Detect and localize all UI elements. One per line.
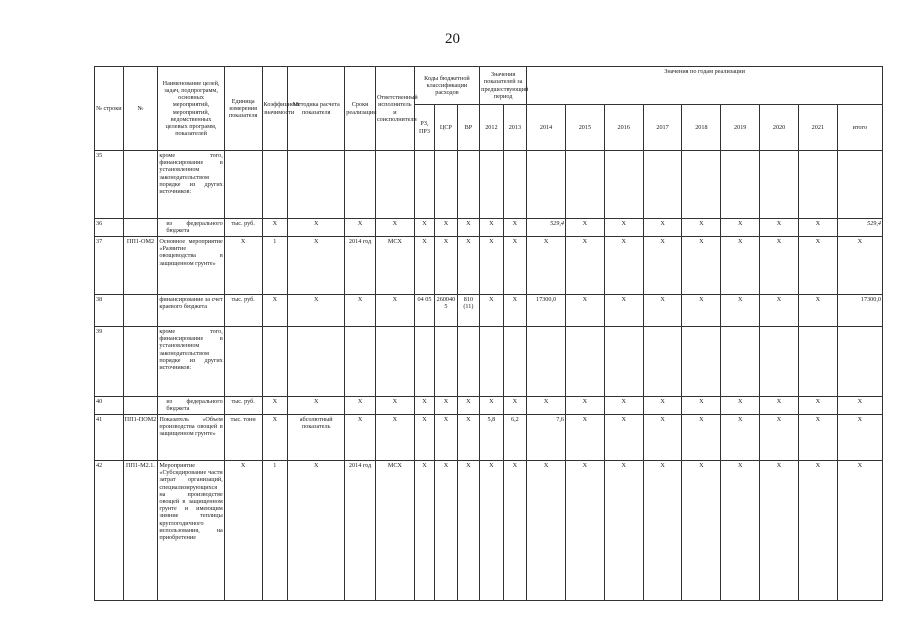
table-row — [95, 151, 883, 219]
row-number: 39 — [95, 327, 124, 397]
header-vr: ВР — [457, 105, 479, 151]
row-2015: Х — [565, 237, 604, 295]
row-total: Х — [837, 461, 882, 601]
row-name: из федерального бюджета — [158, 219, 224, 237]
page-number: 20 — [445, 31, 460, 47]
row-vr: Х — [457, 415, 479, 461]
table-row — [95, 237, 883, 295]
row-2014: 529,4 — [527, 219, 566, 237]
row-2016 — [604, 151, 643, 219]
row-2012: Х — [480, 219, 504, 237]
row-2017 — [643, 151, 682, 219]
header-unit: Единица измерения показателя — [224, 67, 262, 151]
row-code — [123, 151, 158, 219]
header-year-2012: 2012 — [480, 105, 504, 151]
row-2021: Х — [798, 397, 837, 415]
row-responsible: Х — [375, 415, 414, 461]
row-responsible: МСХ — [375, 461, 414, 601]
row-code — [123, 219, 158, 237]
row-2019 — [721, 151, 760, 219]
row-coefficient — [262, 151, 288, 219]
row-2014: Х — [527, 237, 566, 295]
row-code: ПП1-М2.1. — [123, 461, 158, 601]
header-year-2016: 2016 — [604, 105, 643, 151]
row-term: 2014 год — [345, 461, 376, 601]
row-total: 17300,0 — [837, 295, 882, 327]
row-2015: Х — [565, 461, 604, 601]
row-2015: Х — [565, 397, 604, 415]
row-2021: Х — [798, 295, 837, 327]
row-2012: 5,8 — [480, 415, 504, 461]
row-unit — [224, 327, 262, 397]
row-number: 37 — [95, 237, 124, 295]
table-row — [95, 415, 883, 461]
header-previous-period: Значения показателей за предшествующий период — [480, 67, 527, 105]
row-name: Мероприятие «Субсидирование части затрат организаций, специализирующихся на производстве овощей в защищенном грунте и имеющим зимние теплицы круглогодичного использования, на приобретение — [158, 461, 224, 601]
header-csr: ЦСР — [435, 105, 457, 151]
row-2015: Х — [565, 219, 604, 237]
row-method: Х — [288, 397, 345, 415]
header-year-2015: 2015 — [565, 105, 604, 151]
row-method — [288, 327, 345, 397]
row-term: Х — [345, 219, 376, 237]
row-2017: Х — [643, 237, 682, 295]
row-rz: Х — [414, 237, 434, 295]
row-coefficient — [262, 327, 288, 397]
row-2018: Х — [682, 415, 721, 461]
indicators-table — [94, 66, 883, 601]
table-row — [95, 397, 883, 415]
row-method: абсолютный показатель — [288, 415, 345, 461]
row-2016: Х — [604, 295, 643, 327]
row-2017 — [643, 327, 682, 397]
row-2018 — [682, 327, 721, 397]
row-2021: Х — [798, 237, 837, 295]
row-csr: Х — [435, 415, 457, 461]
row-vr: Х — [457, 219, 479, 237]
row-2020: Х — [760, 397, 799, 415]
row-2020 — [760, 327, 799, 397]
row-coefficient: Х — [262, 397, 288, 415]
header-responsible: Ответственный исполнитель и соисполнители — [375, 67, 414, 151]
row-2015 — [565, 327, 604, 397]
row-2014: 17300,0 — [527, 295, 566, 327]
row-coefficient: 1 — [262, 237, 288, 295]
row-total: Х — [837, 397, 882, 415]
row-method: Х — [288, 461, 345, 601]
row-coefficient: Х — [262, 415, 288, 461]
row-2020: Х — [760, 237, 799, 295]
row-2017: Х — [643, 295, 682, 327]
row-coefficient: 1 — [262, 461, 288, 601]
row-2019: Х — [721, 295, 760, 327]
table-row — [95, 461, 883, 601]
row-2014 — [527, 327, 566, 397]
header-rz: РЗ, ПР3 — [414, 105, 434, 151]
row-2018: Х — [682, 295, 721, 327]
row-2017: Х — [643, 461, 682, 601]
row-2013: Х — [503, 397, 527, 415]
table-row — [95, 327, 883, 397]
table-row — [95, 295, 883, 327]
row-csr: Х — [435, 461, 457, 601]
row-2016 — [604, 327, 643, 397]
row-unit: тыс. руб. — [224, 219, 262, 237]
row-2020: Х — [760, 295, 799, 327]
row-2017: Х — [643, 219, 682, 237]
row-vr: 810 (11) — [457, 295, 479, 327]
header-method: Методика расчета показателя — [288, 67, 345, 151]
row-2021 — [798, 151, 837, 219]
row-term — [345, 327, 376, 397]
row-vr: Х — [457, 237, 479, 295]
row-2014: 7,6 — [527, 415, 566, 461]
row-coefficient: Х — [262, 295, 288, 327]
header-year-2019: 2019 — [721, 105, 760, 151]
row-2016: Х — [604, 397, 643, 415]
row-2020 — [760, 151, 799, 219]
row-code: ПП1-ОМ2 — [123, 237, 158, 295]
header-year-2021: 2021 — [798, 105, 837, 151]
row-2020: Х — [760, 461, 799, 601]
header-row-number: № строки — [95, 67, 124, 151]
row-2018: Х — [682, 461, 721, 601]
row-2021: Х — [798, 461, 837, 601]
row-term: Х — [345, 397, 376, 415]
row-number: 42 — [95, 461, 124, 601]
row-2017: Х — [643, 415, 682, 461]
header-year-2020: 2020 — [760, 105, 799, 151]
row-method — [288, 151, 345, 219]
row-rz — [414, 151, 434, 219]
row-2012: Х — [480, 237, 504, 295]
row-csr: Х — [435, 219, 457, 237]
row-total: Х — [837, 237, 882, 295]
row-number: 38 — [95, 295, 124, 327]
row-2021: Х — [798, 415, 837, 461]
row-unit: тыс. руб. — [224, 397, 262, 415]
row-number: 40 — [95, 397, 124, 415]
row-2020: Х — [760, 219, 799, 237]
row-2015: Х — [565, 295, 604, 327]
row-responsible: Х — [375, 295, 414, 327]
header-years-group: Значения по годам реализации — [527, 67, 883, 105]
row-rz: Х — [414, 397, 434, 415]
table-row — [95, 219, 883, 237]
row-term — [345, 151, 376, 219]
row-code — [123, 397, 158, 415]
row-number: 35 — [95, 151, 124, 219]
row-name: Показатель «Объем производства овощей в защищенном грунте» — [158, 415, 224, 461]
row-unit: тыс. руб. — [224, 295, 262, 327]
header-term: Сроки реализации — [345, 67, 376, 151]
row-2013 — [503, 151, 527, 219]
row-csr — [435, 151, 457, 219]
row-responsible: Х — [375, 219, 414, 237]
row-2019: Х — [721, 219, 760, 237]
row-unit: тыс. тонн — [224, 415, 262, 461]
row-2013: Х — [503, 219, 527, 237]
row-rz — [414, 327, 434, 397]
row-2013 — [503, 327, 527, 397]
row-method: Х — [288, 295, 345, 327]
row-name: финансирование за счет краевого бюджета — [158, 295, 224, 327]
row-2013: 6,2 — [503, 415, 527, 461]
row-term: Х — [345, 415, 376, 461]
row-responsible: Х — [375, 397, 414, 415]
row-number: 36 — [95, 219, 124, 237]
row-2021: Х — [798, 219, 837, 237]
row-2012: Х — [480, 295, 504, 327]
row-responsible: МСХ — [375, 237, 414, 295]
row-2012 — [480, 151, 504, 219]
row-rz: Х — [414, 219, 434, 237]
row-code — [123, 295, 158, 327]
row-2015: Х — [565, 415, 604, 461]
row-rz: Х — [414, 461, 434, 601]
header-year-2014: 2014 — [527, 105, 566, 151]
row-unit: Х — [224, 237, 262, 295]
row-total — [837, 151, 882, 219]
row-2012: Х — [480, 397, 504, 415]
row-code — [123, 327, 158, 397]
row-method: Х — [288, 237, 345, 295]
header-total: итого — [837, 105, 882, 151]
row-2012: Х — [480, 461, 504, 601]
row-vr — [457, 327, 479, 397]
row-2015 — [565, 151, 604, 219]
row-2012 — [480, 327, 504, 397]
row-name: кроме того, финансирование в установленном законодательством порядке из других источников: — [158, 151, 224, 219]
row-name: кроме того, финансирование в установленном законодательством порядке из других источников: — [158, 327, 224, 397]
row-2013: Х — [503, 237, 527, 295]
row-2014: Х — [527, 397, 566, 415]
header-year-2018: 2018 — [682, 105, 721, 151]
header-year-2013: 2013 — [503, 105, 527, 151]
row-2013: Х — [503, 295, 527, 327]
row-code: ПП1-ПОМ2 — [123, 415, 158, 461]
row-2014 — [527, 151, 566, 219]
row-2019 — [721, 327, 760, 397]
row-csr: 260040 5 — [435, 295, 457, 327]
row-total — [837, 327, 882, 397]
row-2019: Х — [721, 397, 760, 415]
header-code: № — [123, 67, 158, 151]
row-unit — [224, 151, 262, 219]
row-2019: Х — [721, 237, 760, 295]
header-budget-codes: Коды бюджетной классификации расходов — [414, 67, 479, 105]
row-2018 — [682, 151, 721, 219]
header-year-2017: 2017 — [643, 105, 682, 151]
row-2016: Х — [604, 219, 643, 237]
row-name: из федерального бюджета — [158, 397, 224, 415]
row-2014: Х — [527, 461, 566, 601]
row-term: 2014 год — [345, 237, 376, 295]
row-total: 529,4 — [837, 219, 882, 237]
row-coefficient: Х — [262, 219, 288, 237]
row-csr: Х — [435, 397, 457, 415]
row-responsible — [375, 151, 414, 219]
row-csr — [435, 327, 457, 397]
row-method: Х — [288, 219, 345, 237]
row-rz: 04 05 — [414, 295, 434, 327]
row-2018: Х — [682, 219, 721, 237]
row-2019: Х — [721, 415, 760, 461]
row-unit: Х — [224, 461, 262, 601]
row-2019: Х — [721, 461, 760, 601]
row-number: 41 — [95, 415, 124, 461]
row-2018: Х — [682, 237, 721, 295]
row-2016: Х — [604, 415, 643, 461]
row-responsible — [375, 327, 414, 397]
row-2017: Х — [643, 397, 682, 415]
row-2018: Х — [682, 397, 721, 415]
row-vr: Х — [457, 397, 479, 415]
row-2013: Х — [503, 461, 527, 601]
row-vr: Х — [457, 461, 479, 601]
header-coefficient: Коэффициент значимости — [262, 67, 288, 151]
row-2016: Х — [604, 461, 643, 601]
row-rz: Х — [414, 415, 434, 461]
row-name: Основное мероприятие «Развитие овощеводства в защищенном грунте» — [158, 237, 224, 295]
row-vr — [457, 151, 479, 219]
row-2016: Х — [604, 237, 643, 295]
row-total: Х — [837, 415, 882, 461]
row-2020: Х — [760, 415, 799, 461]
header-name: Наименование целей, задач, подпрограмм, основных мероприятий, мероприятий, ведомственных целевых программ, показателей — [158, 67, 224, 151]
row-term: Х — [345, 295, 376, 327]
row-2021 — [798, 327, 837, 397]
row-csr: Х — [435, 237, 457, 295]
